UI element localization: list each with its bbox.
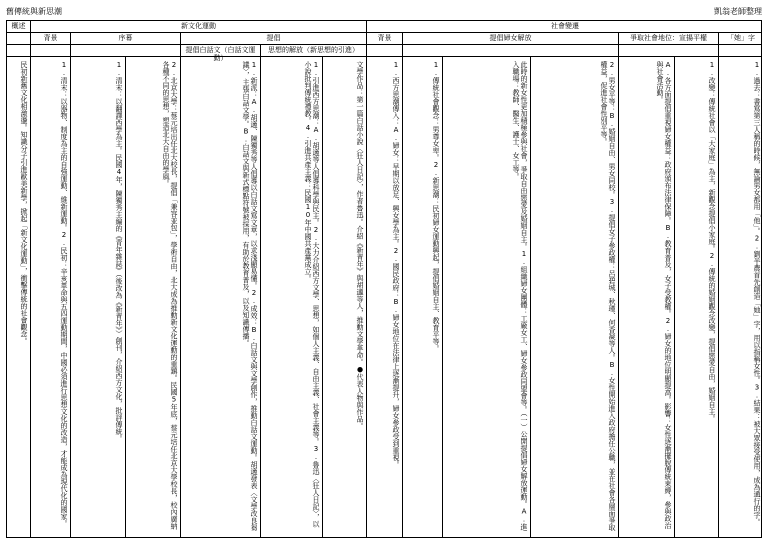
background-text: 1.清末：以器物、制度為主的自強運動、維新運動。2.民初：辛亥革命與五四運動期間，中國必須進行思想文化的改造，才能成為現代化的國家。: [60, 61, 68, 527]
she-character-text: 1.過去：書寫第三人稱的時候，無論男女都用「他」。2.劉半農首先創造「她」字，用以指稱女性。3.結果：被大眾接受使用，成為通行的字。: [753, 61, 761, 526]
header-cell-overview: 概述: [7, 21, 31, 32]
third-empty-6: [719, 45, 763, 56]
col-literature: [323, 57, 367, 537]
table-third-header-row: [7, 45, 761, 62]
col-status-1: [619, 57, 675, 537]
women-2-text: 2.男女平等：B.婚姻自由、男女同校。3.提倡女子參政權：呂碧城、秋瑾、何香凝等人。B.女性開始進入政府擔任公職，並在社會各層面爭取權益，促進社會性別平等。: [600, 61, 616, 531]
third-empty-1: [31, 45, 71, 56]
social-bg-2-text: 1.傳統社會觀念：男尊女卑。2.新思潮：民初婦女運動興起，提倡婚姻自主、教育平等。: [432, 61, 440, 352]
literature-text: 文學作品：第一篇白話小說〈狂人日記〉，作者魯迅。介紹《新青年》與胡適等人，推動文學革命。●代表人物與作品。: [356, 61, 364, 430]
col-women-1: [443, 57, 531, 537]
table-body: [7, 57, 761, 537]
third-empty-3: [367, 45, 403, 56]
col-social-bg-2: [403, 57, 443, 537]
col-status-2: [675, 57, 719, 537]
prelude-2-text: 2.北京大學：蔡元培出任北大校長，提倡「兼容並包」，學術自由，北大成為推動新文化運動的重鎮。民國5年底，蔡元培任北京大學校長，校內廣納各種不同的思想，塑造北大自由的學風。: [162, 61, 178, 530]
subheader-vernacular: 提倡白話文（白話文運動）: [181, 45, 261, 56]
summary-table: [6, 20, 762, 538]
col-background: [31, 57, 71, 537]
status-2-text: 1.改變：傳統社會以「大家庭」為主，新觀念提倡小家庭。2.傳統的婚姻觀念改變，提倡戀愛自由，婚姻自主。: [708, 61, 716, 422]
subheader-empty: [7, 33, 31, 44]
col-she-character: [719, 57, 763, 537]
col-women-2: [531, 57, 619, 537]
document-header: [6, 4, 762, 20]
social-bg-text: 1.西方思潮傳入：A.婦女：早期以放足、興女學為主。2.國民政府：B.婦女地位在法律上逐漸提升，婦女參政受到重視。: [392, 61, 400, 468]
vernacular-text: 1.新派：A.胡適、陳獨秀等人倡導以白話文寫文章，以求淺顯易懂。2.成效：B.白話文與文學創作，推動白話文運動。胡適發表〈文學改良芻議〉，主張白話文學。B.白話文與新式標點符號被採用，有助於教育普及，以及知識傳播。: [242, 61, 258, 531]
third-empty-0: [7, 45, 31, 56]
header-cell-social-change: 社會變遷: [551, 22, 579, 30]
col-thought: [261, 57, 323, 537]
third-empty-2: [71, 45, 181, 56]
third-empty-5: [619, 45, 719, 56]
subheader-thought: 思想的解放（新思想的引進）: [261, 45, 367, 56]
subheader-prelude: 序幕: [71, 33, 181, 44]
status-1-text: A.各方面提倡重視婦女權益：政府頒布法律保障。B.教育普及，女子受教權。2.婦女的地位明顯提高。影響：女性逐漸擺脫傳統束縛，參與政治與社會活動。: [656, 61, 672, 529]
table-subheader-row: [7, 33, 761, 45]
third-empty-4: [403, 45, 619, 56]
subheader-tichang: 提倡: [181, 33, 367, 44]
col-social-bg: [367, 57, 403, 537]
subheader-bg: 背景: [31, 33, 71, 44]
thought-text: 1.引進西方思潮：A.胡適等人倡導科學與民主。2.大力介紹西方文學、思想，如個人主義、自由主義、社會主義等。3.魯迅〈狂人日記〉，以小說批判傳統禮教。4.引進共產主義：民國10年中國共產黨成立。: [304, 61, 320, 528]
col-prelude-2: [126, 57, 181, 537]
document-title: 舊傳統與新思潮: [6, 7, 62, 16]
prelude-1-text: 1.清末：以翻譯西學為主。民國4年，陳獨秀主編的《青年雜誌》（後改為《新青年》）創刊，介紹西方文化，批評傳統。: [115, 61, 123, 442]
author-credit: 凱翁老師整理: [714, 7, 762, 16]
overview-text: 民初新舊文化相激盪。知識分子引進歐美新學，掀起「新文化運動」，衝擊傳統的社會觀念。: [20, 61, 28, 345]
subheader-social-bg: 背景: [367, 33, 403, 44]
header-cell-new-culture: 新文化運動: [31, 21, 367, 32]
subheader-she: 「她」字: [727, 34, 755, 42]
table-header-row: [7, 21, 761, 33]
col-vernacular: [181, 57, 261, 537]
col-overview: [7, 57, 31, 537]
subheader-women: 提倡婦女解放: [403, 33, 619, 44]
women-1-text: 此時的新女性更加積極參與社會，爭取自由戀愛及婚姻自主。1.組織婦女團體：工廠女工、婦女參政同盟會等。（一）公開提倡婦女解放運動。A.進入職場：教師、醫生、護士、女工等。: [512, 61, 528, 531]
subheader-status: 爭取社會地位：宣揚平權: [619, 33, 719, 44]
col-prelude-1: [71, 57, 126, 537]
